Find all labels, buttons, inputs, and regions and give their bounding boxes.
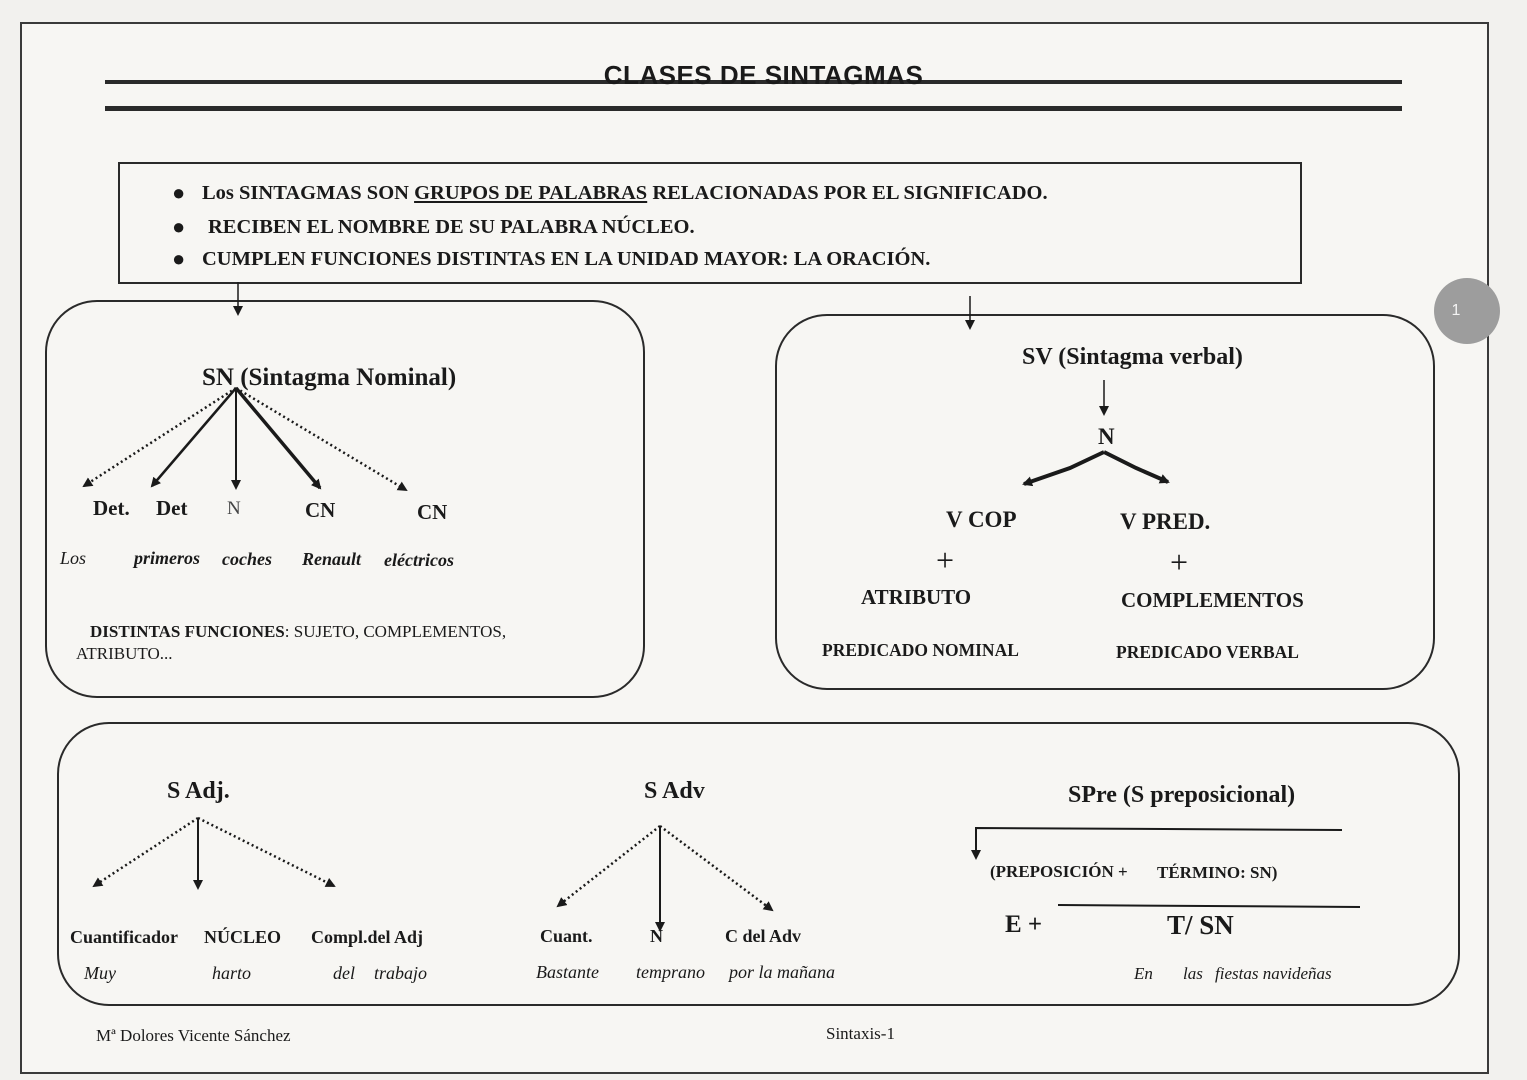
sv-v-cop: V COP: [946, 507, 1017, 532]
bullet-3-text: CUMPLEN FUNCIONES DISTINTAS EN LA UNIDAD MAYOR: LA ORACIÓN.: [202, 248, 931, 270]
sadv-arrow-left: [558, 826, 660, 906]
sadv-example-bastante: Bastante: [536, 962, 599, 982]
sv-v-pred: V PRED.: [1120, 509, 1211, 534]
bullet-icon: ●: [172, 180, 186, 205]
sn-functions-label: DISTINTAS FUNCIONES: [90, 622, 285, 641]
sn-example-los: Los: [60, 548, 87, 568]
bullet-icon: ●: [172, 246, 186, 271]
sv-branch-left: [1024, 452, 1104, 484]
sadv-arrow-right: [660, 826, 772, 910]
spre-bracket: [976, 828, 1342, 858]
sn-functions-text-2: ATRIBUTO...: [76, 644, 173, 663]
sadj-label-nucleo: NÚCLEO: [204, 927, 282, 947]
sn-arrow-cn2: [236, 388, 406, 490]
sv-atributo: ATRIBUTO: [861, 585, 972, 609]
sn-label-n: N: [227, 498, 241, 519]
sv-predicado-nominal: PREDICADO NOMINAL: [822, 640, 1019, 660]
spre-formula-pre: (PREPOSICIÓN +: [990, 862, 1128, 881]
sn-arrow-cn1: [236, 388, 320, 488]
page-tab[interactable]: 1: [1434, 278, 1500, 344]
sn-label-cn2: CN: [417, 500, 448, 524]
sn-example-renault: Renault: [302, 549, 362, 569]
sadv-example-manana: por la mañana: [729, 962, 836, 982]
spre-example-las: las: [1183, 964, 1203, 983]
spre-formula-post: TÉRMINO: SN): [1157, 863, 1278, 882]
sn-example-coches: coches: [222, 549, 272, 569]
sn-arrow-det1: [84, 388, 236, 486]
sadj-label-compl: Compl.del Adj: [311, 927, 424, 947]
sadv-label-cadv: C del Adv: [725, 926, 802, 946]
sv-nucleus: N: [1098, 424, 1115, 449]
bullet-1-rest: RELACIONADAS POR EL SIGNIFICADO.: [647, 182, 1048, 204]
sadv-example-temprano: temprano: [636, 962, 705, 982]
sadv-label-cuant: Cuant.: [540, 926, 593, 946]
sn-example-electricos: eléctricos: [384, 550, 454, 570]
sn-label-cn1: CN: [305, 498, 336, 522]
sn-label-det1: Det.: [93, 496, 130, 520]
sadj-label-cuantificador: Cuantificador: [70, 927, 178, 947]
sn-title: SN (Sintagma Nominal): [202, 364, 457, 391]
sn-arrow-det2: [152, 388, 236, 486]
bullet-1-text: Los SINTAGMAS SON: [202, 182, 415, 204]
sadj-example-trabajo: trabajo: [374, 963, 428, 983]
spre-example-en: En: [1134, 964, 1153, 983]
sadj-arrow-right: [198, 818, 334, 886]
sn-functions: [90, 622, 506, 642]
sn-functions-text: : SUJETO, COMPLEMENTOS,: [284, 622, 507, 641]
sadj-example-muy: Muy: [84, 963, 116, 983]
sadv-title: S Adv: [644, 778, 705, 804]
sadv-label-n: N: [650, 926, 663, 946]
spre-term-line: [1058, 905, 1360, 907]
sadj-example-del: del: [333, 963, 355, 983]
bullet-icon: ●: [172, 214, 186, 239]
sv-title: SV (Sintagma verbal): [1022, 344, 1243, 370]
footer-author: Mª Dolores Vicente Sánchez: [96, 1026, 291, 1045]
sadj-title: S Adj.: [167, 778, 230, 804]
spre-example-fiestas: fiestas navideñas: [1215, 964, 1332, 983]
sv-complementos: COMPLEMENTOS: [1121, 588, 1304, 612]
sadj-example-harto: harto: [212, 963, 252, 983]
page-title: CLASES DE SINTAGMAS: [603, 60, 924, 90]
sv-plus-right: +: [1170, 544, 1189, 580]
sv-predicado-verbal: PREDICADO VERBAL: [1116, 642, 1299, 662]
sadj-arrow-left: [94, 818, 198, 886]
bullet-2-text: RECIBEN EL NOMBRE DE SU PALABRA NÚCLEO.: [208, 216, 695, 238]
bullet-1-underlined: GRUPOS DE PALABRAS: [414, 182, 648, 204]
sn-example-primeros: primeros: [134, 548, 201, 568]
spre-e-label: E +: [1005, 911, 1043, 938]
footer-page: Sintaxis-1: [826, 1024, 895, 1043]
sn-label-det2: Det: [156, 496, 188, 520]
sv-branch-right: [1104, 452, 1168, 482]
sv-plus-left: +: [936, 542, 955, 578]
spre-t-label: T/ SN: [1167, 910, 1234, 940]
spre-title: SPre (S preposicional): [1068, 782, 1296, 808]
